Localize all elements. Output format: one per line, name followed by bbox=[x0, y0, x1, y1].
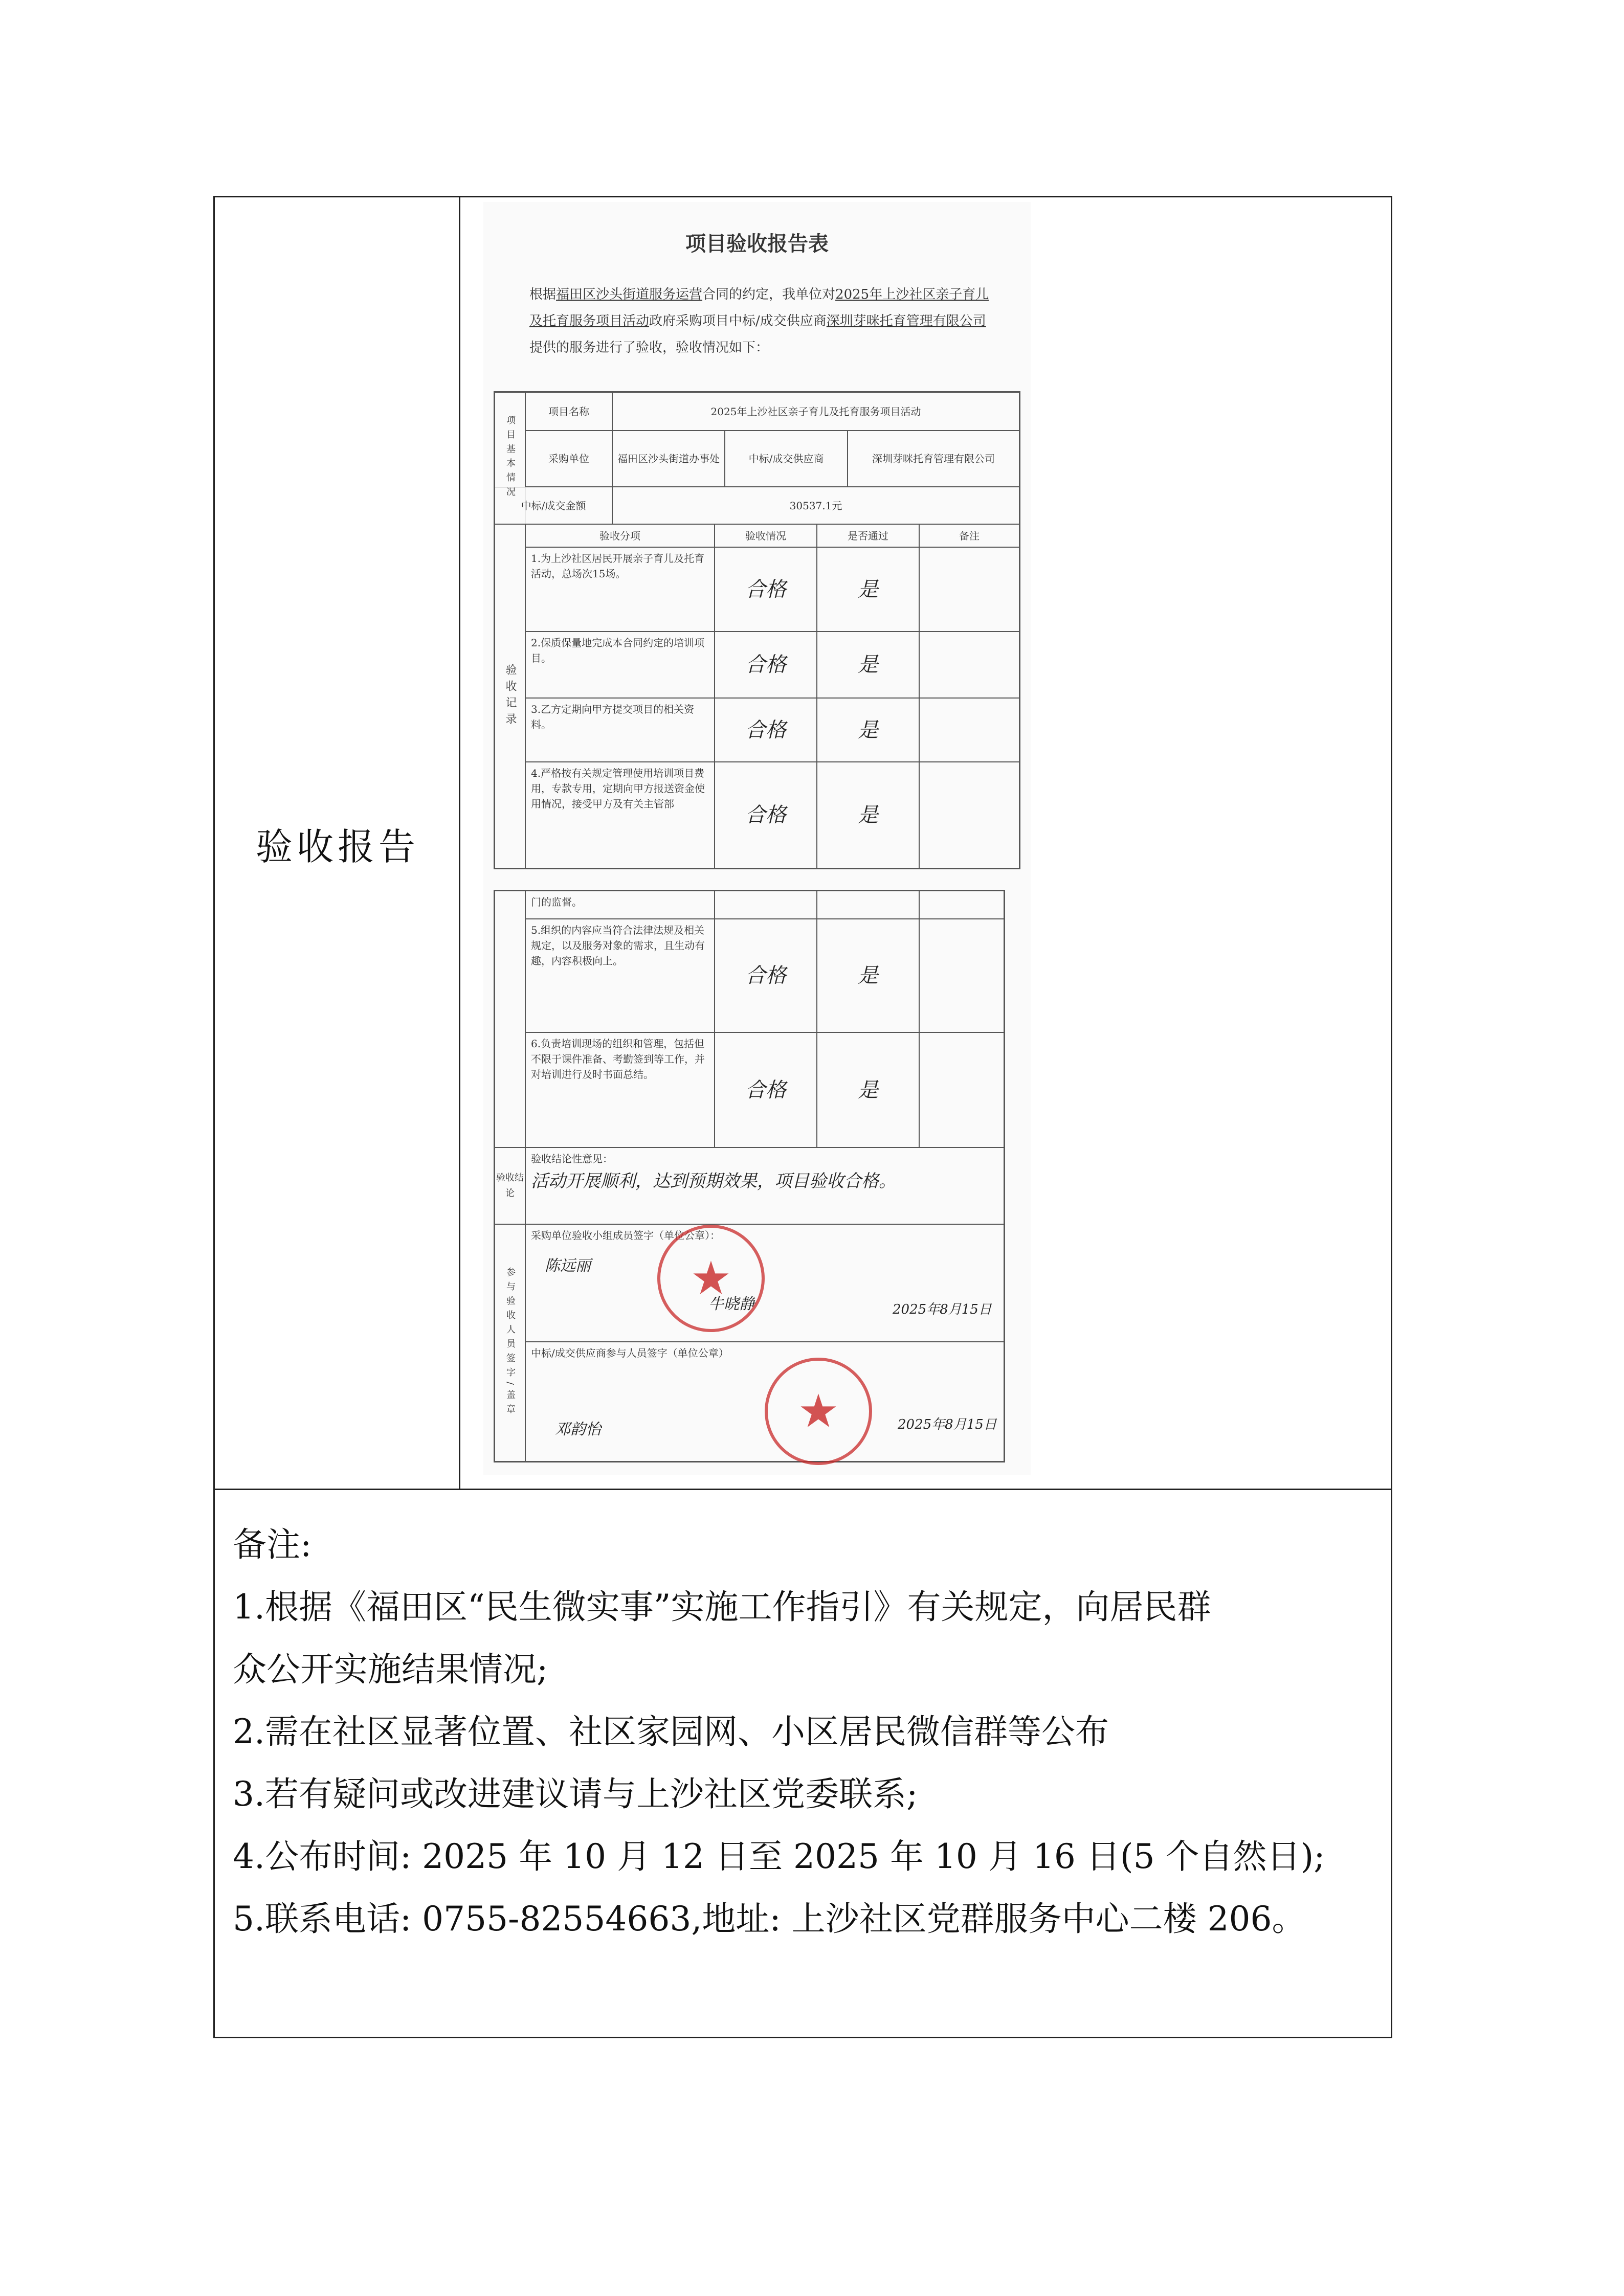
record-note bbox=[919, 1032, 1004, 1147]
record-note bbox=[919, 698, 1019, 762]
record-item: 5.组织的内容应当符合法律法规及相关规定，以及服务对象的需求，且生动有趣，内容积极向上。 bbox=[525, 919, 715, 1032]
seal-star-icon: ★ bbox=[797, 1384, 839, 1438]
buyer-official-seal bbox=[657, 1225, 765, 1332]
records-header-pass: 是否通过 bbox=[817, 524, 919, 547]
conclusion-cell bbox=[525, 1147, 1004, 1224]
note-line: 1.根据《福田区“民生微实事”实施工作指引》有关规定，向居民群 bbox=[233, 1587, 1211, 1627]
record-note bbox=[919, 632, 1019, 698]
basic-group-label: 项目基本情况 bbox=[495, 392, 525, 524]
record-pass-signature: 是 bbox=[858, 964, 878, 987]
buyer-sign-cell bbox=[525, 1224, 1004, 1342]
record-pass-signature: 是 bbox=[858, 718, 878, 742]
conclusion-heading: 验收结论性意见： bbox=[531, 1153, 613, 1165]
amount-label: 中标/成交金额 bbox=[495, 487, 612, 524]
record-status-signature: 合格 bbox=[745, 577, 786, 601]
intro-project-name: 2025年上沙社区亲子育儿及托育服务项目活动 bbox=[529, 287, 989, 329]
amount-value: 30537.1元 bbox=[612, 487, 1019, 524]
intro-supplier: 深圳芽咪托育管理有限公司 bbox=[826, 313, 986, 329]
supplier-label: 中标/成交供应商 bbox=[725, 431, 848, 487]
supplier-sign-cell bbox=[525, 1342, 1004, 1461]
notes-heading: 备注: bbox=[233, 1525, 312, 1564]
report-table-lower bbox=[494, 890, 1005, 1462]
record-item: 6.负责培训现场的组织和管理，包括但不限于课件准备、考勤签到等工作，并对培训进行及时书面总结。 bbox=[525, 1032, 715, 1147]
label-cell bbox=[215, 197, 460, 1490]
notes-section bbox=[233, 1514, 1378, 1950]
acceptance-report-label: 验收报告 bbox=[255, 825, 419, 868]
report-table-upper bbox=[494, 391, 1020, 869]
report-intro bbox=[529, 281, 990, 361]
record-item-cont: 门的监督。 bbox=[525, 891, 715, 919]
record-pass-signature: 是 bbox=[858, 1078, 878, 1102]
supplier-signature: 邓韵怡 bbox=[555, 1421, 601, 1438]
project-name-label: 项目名称 bbox=[525, 392, 612, 431]
note-line: 5.联系电话: 0755-82554663,地址: 上沙社区党群服务中心二楼 206。 bbox=[233, 1899, 1306, 1939]
supplier-official-seal bbox=[765, 1358, 872, 1465]
supplier-date: 2025年8月15日 bbox=[898, 1417, 997, 1432]
conclusion-signature-text: 活动开展顺利，达到预期效果，项目验收合格。 bbox=[531, 1171, 896, 1191]
seal-star-icon: ★ bbox=[690, 1251, 732, 1305]
supplier-value: 深圳芽咪托育管理有限公司 bbox=[848, 431, 1019, 487]
supplier-sign-line: 中标/成交供应商参与人员签字（单位公章） bbox=[531, 1347, 729, 1359]
intro-text: 根据 bbox=[529, 287, 557, 302]
record-cell bbox=[715, 891, 817, 919]
record-status-signature: 合格 bbox=[745, 653, 786, 677]
record-cell bbox=[817, 891, 919, 919]
record-item: 2.保质保量地完成本合同约定的培训项目。 bbox=[525, 632, 715, 698]
note-line: 3.若有疑问或改进建议请与上沙社区党委联系; bbox=[233, 1774, 918, 1814]
records-group-label: 验收记录 bbox=[495, 524, 525, 868]
intro-text: 提供的服务进行了验收，验收情况如下： bbox=[529, 340, 769, 355]
project-name-value: 2025年上沙社区亲子育儿及托育服务项目活动 bbox=[612, 392, 1019, 431]
record-cell bbox=[919, 891, 1004, 919]
records-header-item: 验收分项 bbox=[525, 524, 715, 547]
record-status-signature: 合格 bbox=[745, 803, 786, 827]
buyer-value: 福田区沙头街道办事处 bbox=[612, 431, 725, 487]
conclusion-label: 验收结论 bbox=[495, 1147, 525, 1224]
record-note bbox=[919, 547, 1019, 632]
note-line: 4.公布时间: 2025 年 10 月 12 日至 2025 年 10 月 16 日(5 个自然日); bbox=[233, 1837, 1325, 1876]
intro-text: 政府采购项目中标/成交供应商 bbox=[649, 313, 827, 329]
intro-text: 合同的约定，我单位对 bbox=[702, 287, 836, 302]
record-pass-signature: 是 bbox=[858, 803, 878, 827]
buyer-date: 2025年8月15日 bbox=[893, 1302, 992, 1317]
record-item: 4.严格按有关规定管理使用培训项目费用，专款专用，定期向甲方报送资金使用情况，接受甲方及有关主管部 bbox=[525, 762, 715, 868]
intro-contract-party: 福田区沙头街道服务运营 bbox=[556, 287, 703, 302]
record-status-signature: 合格 bbox=[745, 1078, 786, 1102]
note-line: 2.需在社区显著位置、社区家园网、小区居民微信群等公布 bbox=[233, 1712, 1109, 1751]
buyer-signature-1: 陈远丽 bbox=[545, 1257, 591, 1275]
note-line: 众公开实施结果情况; bbox=[233, 1650, 548, 1689]
record-status-signature: 合格 bbox=[745, 964, 786, 987]
buyer-sign-line: 采购单位验收小组成员签字（单位公章）： bbox=[531, 1229, 720, 1242]
record-pass-signature: 是 bbox=[858, 577, 878, 601]
record-note bbox=[919, 919, 1004, 1032]
records-group-cont bbox=[495, 891, 525, 1147]
record-item: 3.乙方定期向甲方提交项目的相关资料。 bbox=[525, 698, 715, 762]
buyer-signature-2: 牛晓静 bbox=[708, 1295, 754, 1313]
records-header-note: 备注 bbox=[919, 524, 1019, 547]
record-status-signature: 合格 bbox=[745, 718, 786, 742]
record-item: 1.为上沙社区居民开展亲子育儿及托育活动，总场次15场。 bbox=[525, 547, 715, 632]
record-note bbox=[919, 762, 1019, 868]
signers-label: 参与验收人员签字/盖章 bbox=[495, 1224, 525, 1461]
report-title: 项目验收报告表 bbox=[685, 232, 829, 256]
scanned-report bbox=[483, 202, 1031, 1475]
buyer-label: 采购单位 bbox=[525, 431, 612, 487]
record-pass-signature: 是 bbox=[858, 653, 878, 677]
records-header-status: 验收情况 bbox=[715, 524, 817, 547]
